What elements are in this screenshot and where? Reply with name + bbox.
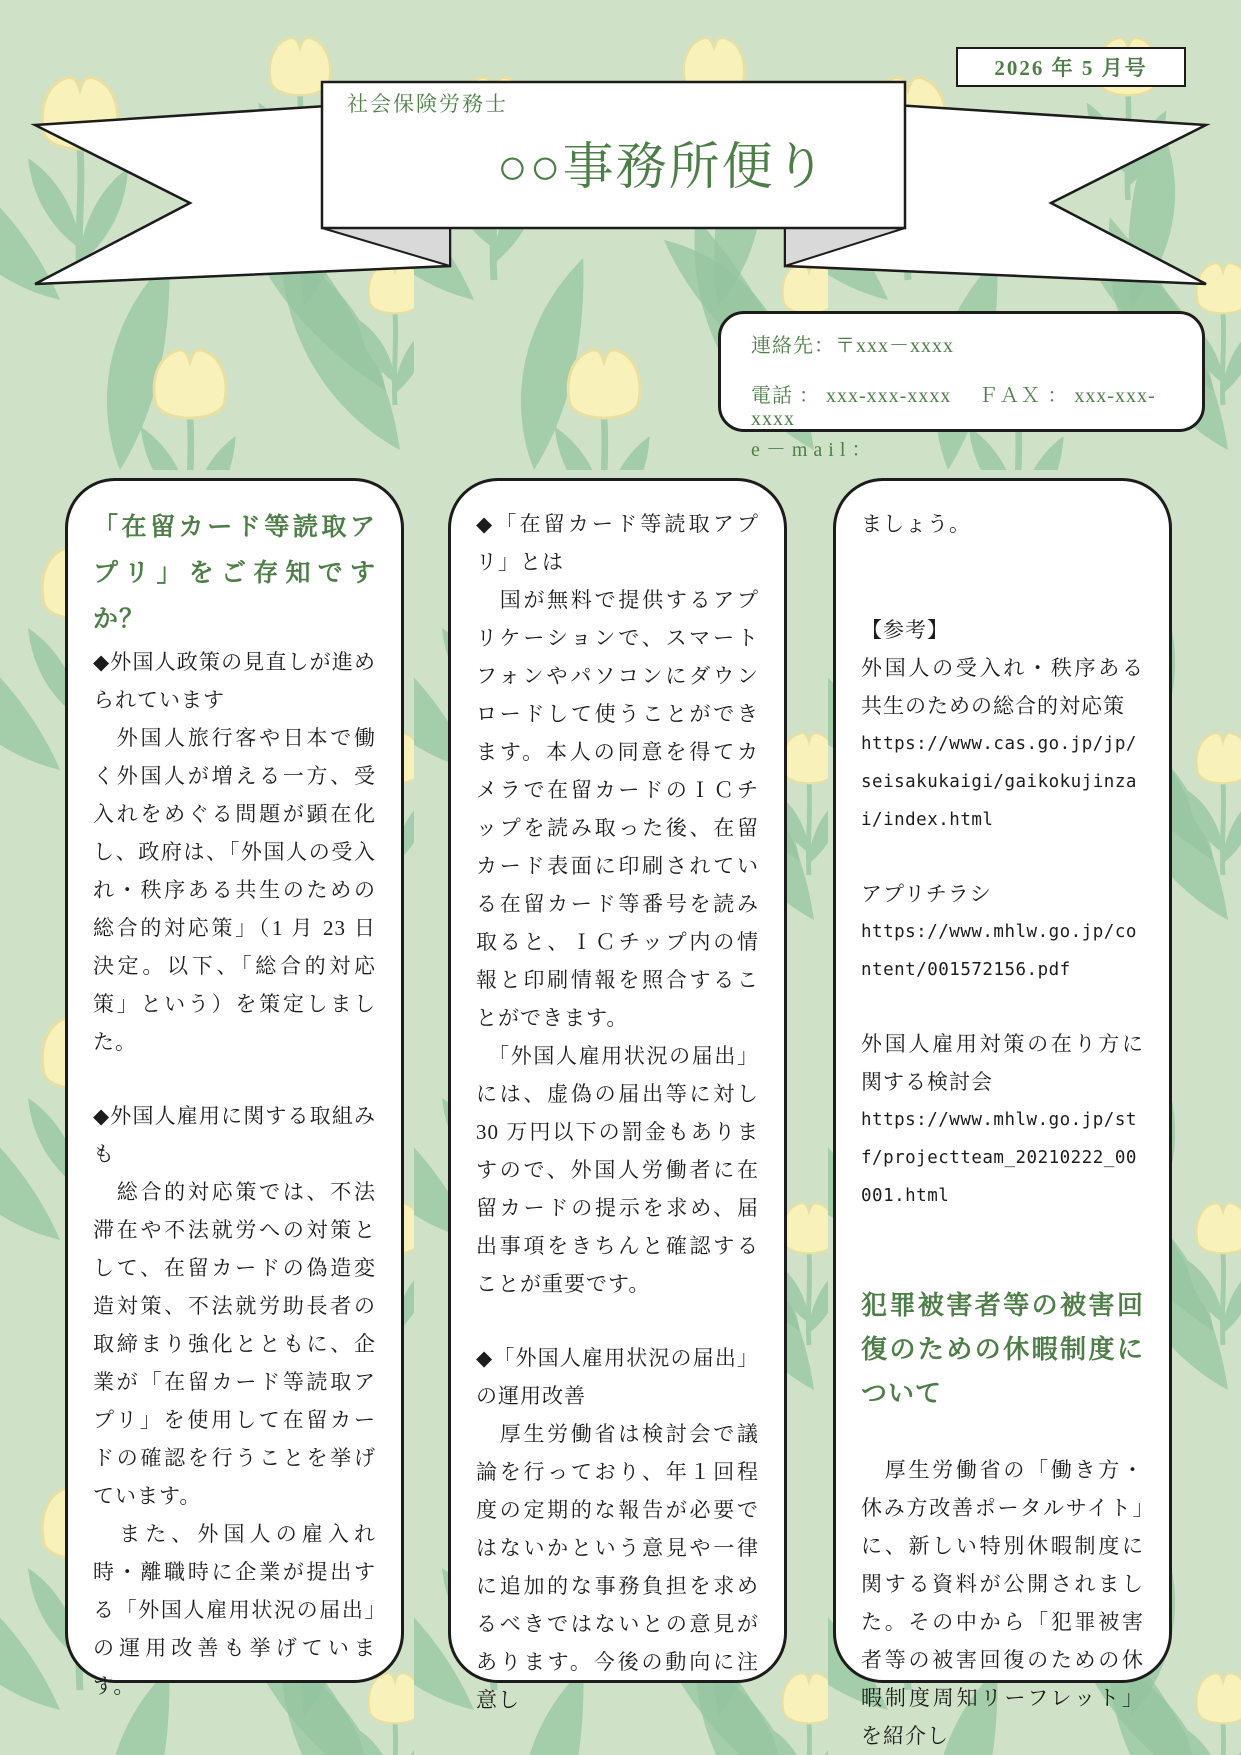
article-1-section-1-heading: ◆外国人政策の見直しが進められています (93, 650, 376, 712)
article-1-section-2-paragraph-2: また、外国人の雇入れ時・離職時に企業が提出する「外国人雇用状況の届出」の運用改善も挙げています。 (93, 1522, 376, 1698)
article-1-section-2-paragraph-1: 総合的対応策では、不法滞在や不法就労への対策として、在留カードの偽造変造対策、不法就労助長者の取締まり強化とともに、企業が「在留カード等読取アプリ」を使用して在留カードの確認を行うことを挙げています。 (93, 1180, 376, 1508)
article-2-title: 犯罪被害者等の被害回復のための休暇制度について (861, 1290, 1144, 1408)
contact-phone-fax-line: 電話 ： xxx-xxx-xxxx ＦＡＸ ： xxx-xxx-xxxx (751, 385, 1156, 430)
issue-date-label: 2026 年 5 月号 (994, 56, 1148, 80)
spacer (861, 543, 1144, 611)
article-1-section-3-paragraph-1: 国が無料で提供するアプリケーションで、スマートフォンやパソコンにダウンロードして使うことができます。本人の同意を得てカメラで在留カードのＩＣチップを読み取った後、在留カード表面に印刷されている在留カード等番号を読み取ると、ＩＣチップ内の情報と印刷情報を照合することができます。 (476, 588, 759, 1030)
article-1-section-3-heading: ◆「在留カード等読取アプリ」とは (476, 512, 759, 574)
reference-2-url: https://www.mhlw.go.jp/content/001572156.pdf (861, 922, 1137, 980)
article-1-section-4-paragraph: 厚生労働省は検討会で議論を行っており、年１回程度の定期的な報告が必要ではないかという意見や一律に追加的な事務負担を求めるべきではないとの意見があります。今後の動向に注意し (476, 1422, 759, 1712)
reference-heading: 【参考】 (861, 618, 949, 642)
article-column-2 (448, 478, 787, 1712)
article-column-1 (65, 478, 404, 1698)
spacer (476, 1303, 759, 1339)
reference-3-url: https://www.mhlw.go.jp/stf/projectteam_20210222_00001.html (861, 1110, 1137, 1206)
spacer (861, 989, 1144, 1025)
article-1-title: 「在留カード等読取アプリ」をご存知ですか？ (93, 514, 376, 633)
article-1-section-1-paragraph: 外国人旅行客や日本で働く外国人が増える一方、受入れをめぐる問題が顕在化し、政府は、「外国人の受入れ・秩序ある共生のための総合的対応策」（1 月 23 日決定。以下、「総合的対応策」という）を策定しました。 (93, 726, 376, 1054)
article-1-section-3-paragraph-2: 「外国人雇用状況の届出」には、虚偽の届出等に対し 30 万円以下の罰金もありますので、外国人労働者に在留カードの提示を求め、届出事項をきちんと確認することが重要です。 (476, 1044, 759, 1296)
article-1-section-2-heading: ◆外国人雇用に関する取組みも (93, 1104, 376, 1166)
banner-subtitle: 社会保険労務士 (347, 92, 508, 116)
issue-date-box (956, 47, 1186, 87)
reference-2-label: アプリチラシ (861, 882, 992, 906)
reference-3-label: 外国人雇用対策の在り方に関する検討会 (861, 1032, 1144, 1094)
newsletter-title: ○○事務所便り (497, 140, 828, 196)
spacer (861, 839, 1144, 875)
spacer (861, 1415, 1144, 1451)
spacer (861, 1215, 1144, 1283)
article-2-paragraph: 厚生労働省の「働き方・休み方改善ポータルサイト」に、新しい特別休暇制度に関する資料が公開されました。その中から「犯罪被害者等の被害回復のための休暇制度周知リーフレット」を紹介し (861, 1458, 1144, 1748)
spacer (93, 1061, 376, 1097)
contact-address-line: 連絡先：〒xxx－xxxx (751, 335, 954, 357)
contact-email-line: e－mail： (751, 439, 878, 461)
article-1-continuation-text: ましょう。 (861, 512, 971, 536)
reference-1-url: https://www.cas.go.jp/jp/seisakukaigi/gaikokujinzai/index.html (861, 734, 1137, 830)
article-column-3 (833, 478, 1172, 1748)
contact-box (718, 311, 1205, 461)
reference-1-label: 外国人の受入れ・秩序ある共生のための総合的対応策 (861, 656, 1144, 718)
article-1-section-4-heading: ◆「外国人雇用状況の届出」の運用改善 (476, 1346, 759, 1408)
